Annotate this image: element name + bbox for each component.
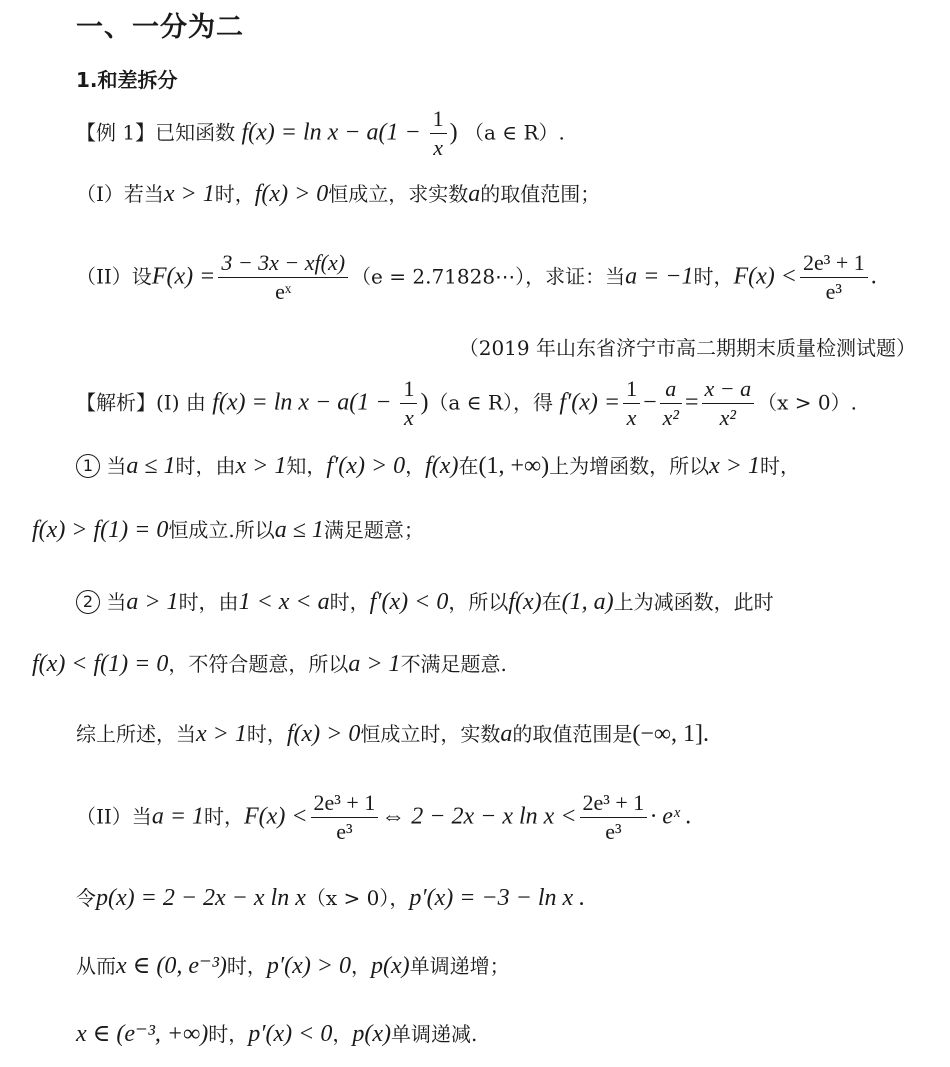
- math-text: x ∈ (e⁻³, +∞): [76, 1021, 209, 1047]
- part-2-question: [76, 250, 877, 306]
- math-text: p(x): [371, 953, 410, 979]
- math-text: 从而: [76, 954, 116, 978]
- math-text: 时，: [329, 590, 370, 614]
- math-text: 时，由: [175, 454, 236, 478]
- let-p-line: [76, 884, 585, 913]
- decreasing-line: [76, 1020, 477, 1049]
- math-text: ，: [351, 954, 372, 978]
- math-text: 的取值范围；: [480, 182, 601, 206]
- math-text: e³: [605, 819, 622, 845]
- math-text: (1, +∞): [478, 453, 550, 479]
- source-note: （2019 年山东省济宁市高二期期末质量检测试题）: [458, 336, 916, 360]
- math-text: a: [468, 181, 481, 207]
- math-text: eˣ: [275, 279, 292, 305]
- math-text: F(x) =: [151, 263, 216, 290]
- fraction: [311, 790, 379, 846]
- math-text: f(x) > 0: [286, 721, 361, 747]
- fraction: [623, 376, 640, 432]
- math-text: 上为增函数，所以: [549, 454, 710, 478]
- math-text: 时，: [759, 454, 800, 478]
- math-text: （x > 0），: [305, 886, 410, 910]
- math-text: 时，: [226, 954, 267, 978]
- fraction: [702, 376, 755, 432]
- solution-line-1: [76, 376, 857, 432]
- math-text: F(x) <: [733, 263, 797, 290]
- increasing-line: [76, 952, 510, 981]
- case-2-line-2: [32, 650, 507, 679]
- case-1-line-2: [32, 516, 424, 545]
- math-text: a > 1: [126, 589, 179, 615]
- math-text: 单调递增；: [409, 954, 510, 978]
- math-text: ): [420, 389, 429, 416]
- math-text: ⇔ 2 − 2x − x ln x <: [381, 803, 577, 830]
- math-text: (1, a): [561, 589, 614, 615]
- circled-number: 2: [76, 590, 100, 614]
- math-text: f(x) > 0: [254, 181, 329, 207]
- subsection-title: 1.和差拆分: [76, 68, 178, 92]
- math-text: 时，: [214, 182, 255, 206]
- math-text: (−∞, 1].: [632, 721, 709, 747]
- math-text: （II）设: [76, 264, 152, 289]
- math-text: 知，: [286, 454, 327, 478]
- math-text: f′(x) > 0: [326, 453, 406, 479]
- math-text: .: [870, 263, 877, 290]
- math-text: 时，由: [178, 590, 239, 614]
- math-text: ，不符合题意，所以: [168, 652, 349, 676]
- fraction: [660, 376, 682, 432]
- case-2-line-1: [76, 588, 774, 617]
- math-text: p′(x) = −3 − ln x .: [409, 885, 586, 911]
- math-text: 在: [541, 590, 562, 614]
- example-statement: [76, 106, 565, 162]
- summary-line: [76, 720, 709, 749]
- math-text: （x > 0）.: [757, 390, 857, 415]
- math-text: （I）若当: [76, 182, 164, 206]
- math-text: 2e³ + 1: [800, 250, 868, 278]
- math-text: 上为减函数，此时: [613, 590, 774, 614]
- math-text: a = −1: [625, 263, 694, 290]
- math-text: a > 1: [348, 651, 401, 677]
- math-text: x: [404, 405, 414, 431]
- math-text: 恒成立.所以: [168, 518, 275, 542]
- math-text: p′(x) < 0: [248, 1021, 333, 1047]
- math-text: −: [643, 389, 657, 416]
- section-title: 一、一分为二: [76, 12, 244, 43]
- example-label: 【例 1】已知函数: [76, 120, 236, 145]
- math-text: a ≤ 1: [126, 453, 176, 479]
- math-text: x > 1: [196, 721, 247, 747]
- fraction: [800, 250, 868, 306]
- math-text: 当: [106, 590, 127, 614]
- math-text: x²: [719, 405, 737, 431]
- math-text: a ≤ 1: [274, 517, 324, 543]
- math-text: ，求证：当: [525, 264, 626, 289]
- domain-note: （a ∈ R）.: [464, 120, 565, 145]
- math-text: 1: [400, 376, 417, 404]
- math-text: 1: [430, 106, 447, 134]
- math-text: a: [500, 721, 513, 747]
- math-text: 综上所述，当: [76, 722, 196, 746]
- math-text: 不满足题意.: [400, 652, 507, 676]
- math-text: e³: [825, 279, 843, 305]
- fraction: [580, 790, 648, 846]
- math-text: x: [626, 405, 637, 431]
- math-text: f(x) > f(1) = 0: [32, 517, 169, 543]
- math-text: （II）当: [76, 804, 152, 829]
- math-text: f′(x) =: [559, 389, 621, 416]
- math-text: =: [684, 389, 699, 416]
- math-text: · eˣ .: [650, 803, 692, 830]
- math-text: p(x): [352, 1021, 391, 1047]
- math-text: p(x) = 2 − 2x − x ln x: [96, 885, 306, 911]
- fraction: [218, 250, 348, 306]
- math-text: x: [433, 135, 444, 161]
- math-text: 的取值范围是: [512, 722, 633, 746]
- math-text: a: [660, 376, 682, 404]
- math-text: 1 < x < a: [238, 589, 330, 615]
- math-text: x²: [662, 405, 679, 431]
- function-definition: f(x) = ln x − a(1 −: [241, 119, 427, 146]
- math-text: x − a: [702, 376, 755, 404]
- math-text: f′(x) < 0: [369, 589, 449, 615]
- math-text: 时，: [204, 804, 245, 829]
- math-text: ，所以: [448, 590, 509, 614]
- math-text: x > 1: [709, 453, 760, 479]
- math-text: ，: [405, 454, 426, 478]
- fraction: [430, 106, 447, 162]
- math-text: （e = 2.71828⋯）: [351, 264, 526, 289]
- math-text: 时，: [693, 264, 734, 289]
- math-text: a = 1: [151, 803, 205, 830]
- case-1-line-1: [76, 452, 800, 481]
- math-text: F(x) <: [244, 803, 308, 830]
- math-text: f(x): [508, 589, 542, 615]
- math-text: 1: [623, 376, 640, 404]
- math-text: f(x): [425, 453, 459, 479]
- math-text: ): [449, 119, 458, 146]
- math-text: 当: [106, 454, 127, 478]
- math-text: 3 − 3x − xf(x): [218, 250, 348, 278]
- math-text: p′(x) > 0: [266, 953, 352, 979]
- math-text: f(x) = ln x − a(1 −: [212, 389, 398, 416]
- math-text: 恒成立时，实数: [360, 722, 501, 746]
- math-text: 令: [76, 886, 96, 910]
- solution-label: 【解析】(I) 由: [76, 390, 206, 415]
- fraction: [400, 376, 417, 432]
- math-text: x > 1: [163, 181, 215, 207]
- math-text: x ∈ (0, e⁻³): [116, 953, 227, 979]
- math-text: 时，: [208, 1022, 249, 1046]
- math-text: 满足题意；: [323, 518, 424, 542]
- math-text: f(x) < f(1) = 0: [32, 651, 169, 677]
- math-text: 在: [458, 454, 479, 478]
- math-text: 2e³ + 1: [580, 790, 648, 818]
- math-text: ，: [332, 1022, 353, 1046]
- math-text: 单调递减.: [390, 1022, 478, 1046]
- math-text: （a ∈ R）: [428, 390, 513, 415]
- math-text: x > 1: [235, 453, 287, 479]
- math-text: 恒成立，求实数: [328, 182, 469, 206]
- math-text: 2e³ + 1: [311, 790, 379, 818]
- circled-number: 1: [76, 454, 100, 478]
- part-2-solution: [76, 790, 692, 846]
- math-text: ，得: [512, 390, 553, 415]
- math-text: e³: [336, 819, 353, 845]
- part-1-question: [76, 180, 600, 209]
- math-text: 时，: [246, 722, 287, 746]
